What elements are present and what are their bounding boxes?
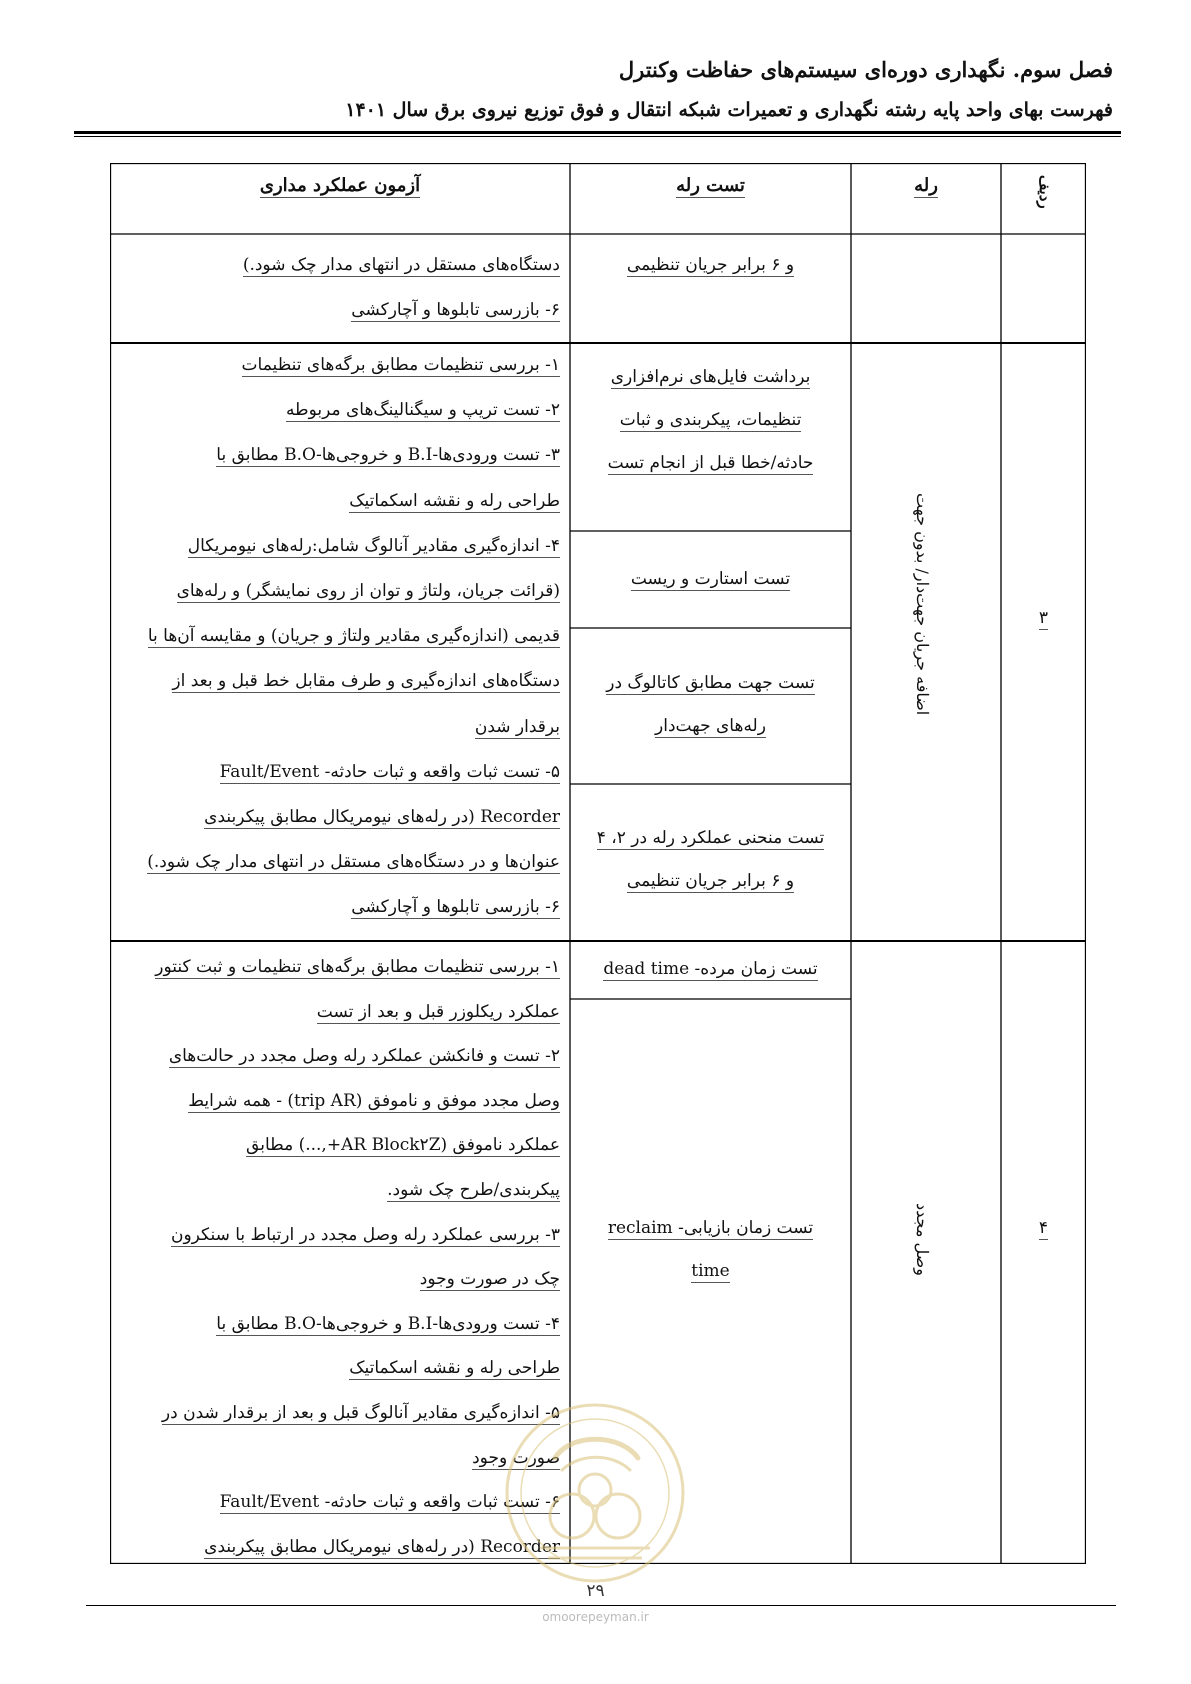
continuation-functional-cell	[122, 243, 560, 332]
row3-relay-type: اضافه جریان جهت‌دار/ بدون جهت	[913, 493, 932, 716]
functional-line: عملکرد ریکلوزر قبل و بعد از تست	[316, 1001, 560, 1022]
functional-line: دستگاه‌های اندازه‌گیری و طرف مقابل خط قبل و بعد از	[172, 671, 560, 692]
row4-test-1: تست زمان مرده- dead time	[603, 959, 818, 979]
functional-line: دستگاه‌های مستقل در انتهای مدار چک شود.)	[242, 255, 560, 275]
row3-test-2: تست استارت و ریست	[630, 569, 791, 589]
row4-number: ۴	[1038, 1218, 1049, 1238]
column-header-functional-test: آزمون عملکرد مداری	[259, 175, 421, 196]
functional-line: ۱- بررسی تنظیمات مطابق برگه‌های تنظیمات و ثبت کنتور	[155, 957, 560, 977]
functional-line: Recorder (در رله‌های نیومریکال مطابق پیکربندی	[204, 807, 560, 828]
functional-line: چک در صورت وجود	[419, 1269, 560, 1290]
row4-test-2: تست زمان بازیابی- reclaim time	[607, 1218, 814, 1281]
functional-line: ۴- اندازه‌گیری مقادیر آنالوگ شامل:رله‌های نیومریکال	[187, 535, 560, 556]
functional-line: طراحی رله و نقشه اسکماتیک	[349, 490, 560, 511]
column-header-relay: رله	[914, 175, 938, 196]
maintenance-table	[110, 163, 1086, 1564]
functional-line: ۶- بازرسی تابلوها و آچارکشی	[351, 299, 560, 320]
footer-rule	[86, 1605, 1116, 1606]
watermark-seal-icon	[500, 1398, 690, 1588]
continuation-relay-test-cell: و ۶ برابر جریان تنظیمی	[626, 255, 795, 275]
row3-test-1: برداشت فایل‌های نرم‌افزاری تنظیمات، پیکربندی و ثبات حادثه/خطا قبل از انجام تست	[607, 367, 814, 473]
column-header-relay-test: تست رله	[676, 175, 745, 196]
row4-relay-type: وصل مجدد	[913, 1203, 932, 1276]
functional-line: ۵- اندازه‌گیری مقادیر آنالوگ قبل و بعد از برقدار شدن در	[161, 1402, 560, 1423]
functional-line: قدیمی (اندازه‌گیری مقادیر ولتاژ و جریان) و مقایسه آن‌ها با	[147, 626, 560, 647]
functional-line: عنوان‌ها و در دستگاه‌های مستقل در انتهای مدار چک شود.)	[147, 852, 560, 873]
functional-line: وصل مجدد موفق و ناموفق (trip AR) - همه شرایط	[188, 1090, 560, 1111]
functional-line: برقدار شدن	[474, 716, 560, 737]
column-header-row-number: ردیف	[1036, 175, 1054, 209]
footer-site-watermark: omoorepeyman.ir	[542, 1610, 649, 1624]
functional-line: ۳- تست ورودی‌ها-B.I و خروجی‌ها-B.O مطابق با	[216, 445, 560, 466]
row3-functional-cell	[122, 343, 560, 931]
functional-line: ۲- تست تریپ و سیگنالینگ‌های مربوطه	[285, 400, 560, 421]
functional-line: پیکربندی/طرح چک شود.	[387, 1179, 560, 1200]
functional-line: ۶- بازرسی تابلوها و آچارکشی	[351, 897, 560, 918]
functional-line: (قرائت جریان، ولتاژ و توان از روی نمایشگر) و رله‌های	[176, 581, 560, 602]
chapter-title: فصل سوم. نگهداری دوره‌ای سیستم‌های حفاظت وکنترل	[618, 57, 1113, 82]
functional-line: صورت وجود	[472, 1447, 560, 1468]
header-rule-thick	[74, 131, 1121, 134]
row3-test-4: تست منحنی عملکرد رله در ۲، ۴ و ۶ برابر جریان تنظیمی	[596, 828, 825, 891]
document-subtitle: فهرست بهای واحد پایه رشته نگهداری و تعمیرات شبکه انتقال و فوق توزیع نیروی برق سال ۱۴۰۱	[345, 99, 1113, 121]
header-rule-thin	[74, 136, 1121, 137]
functional-line: طراحی رله و نقشه اسکماتیک	[349, 1358, 560, 1379]
functional-line: ۱- بررسی تنظیمات مطابق برگه‌های تنظیمات	[241, 355, 560, 375]
functional-line: ۳- بررسی عملکرد رله وصل مجدد در ارتباط با سنکرون	[170, 1224, 560, 1245]
row3-number: ۳	[1038, 608, 1049, 628]
functional-line: ۴- تست ورودی‌ها-B.I و خروجی‌ها-B.O مطابق با	[216, 1313, 560, 1334]
functional-line: ۲- تست و فانکشن عملکرد رله وصل مجدد در حالت‌های	[168, 1046, 560, 1067]
functional-line: عملکرد ناموفق (AR Block۲Z+,...) مطابق	[246, 1135, 560, 1156]
functional-line: ۶- تست ثبات واقعه و ثبات حادثه- Fault/Event	[219, 1492, 560, 1513]
page-number: ۲۹	[586, 1581, 605, 1601]
functional-line: ۵- تست ثبات واقعه و ثبات حادثه- Fault/Event	[219, 761, 560, 782]
row3-test-3: تست جهت مطابق کاتالوگ در رله‌های جهت‌دار	[606, 673, 815, 736]
row4-functional-cell	[122, 945, 560, 1569]
functional-line: Recorder (در رله‌های نیومریکال مطابق پیکربندی	[204, 1536, 560, 1557]
